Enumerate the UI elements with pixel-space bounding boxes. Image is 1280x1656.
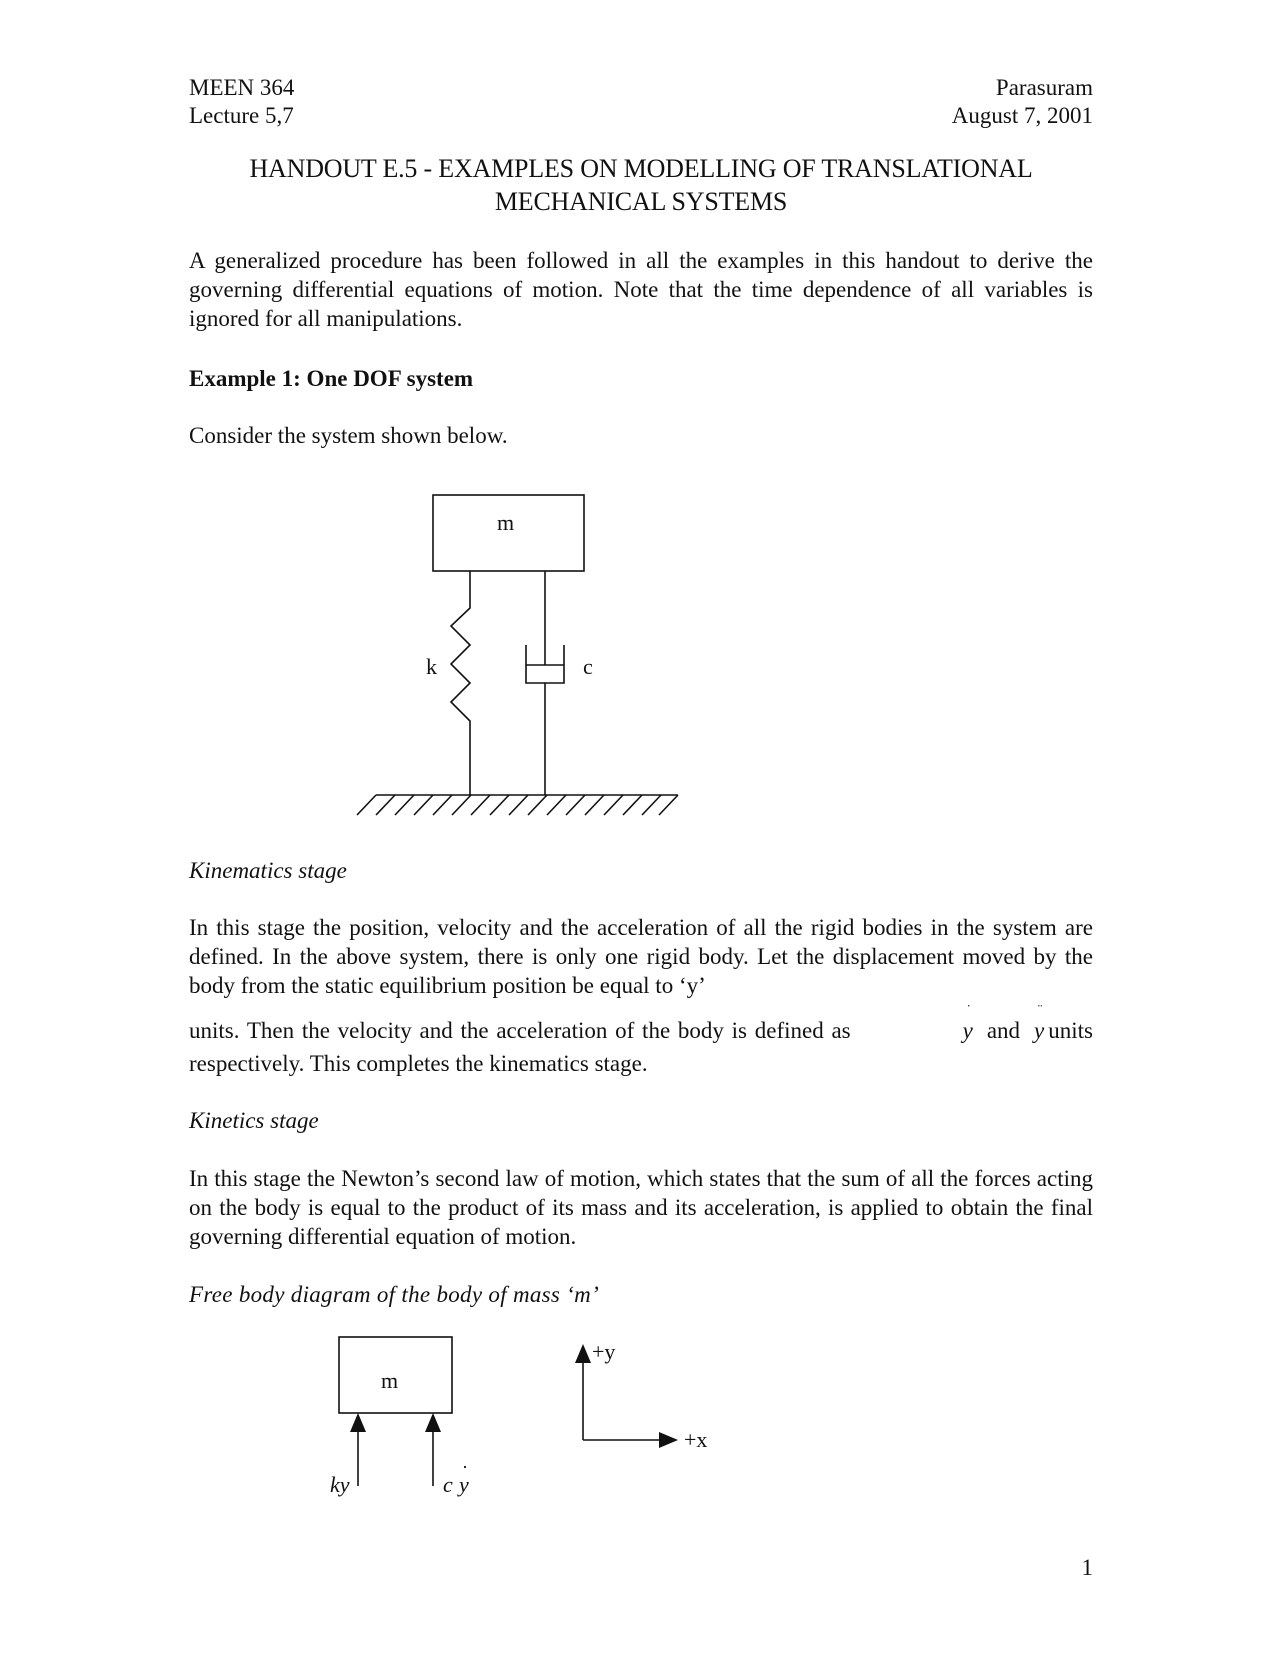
fbd-mass-block	[339, 1337, 452, 1413]
kinetics-heading: Kinetics stage	[189, 1108, 319, 1133]
fbd-mass-label: m	[381, 1368, 399, 1393]
kinematics-paragraph: In this stage the position, velocity and the acceleration of all the rigid bodies in the system are defined. In the above system, there is only one rigid body. Let the displacement moved by the body from the static equilibrium position be equal to ‘y’	[189, 915, 1093, 998]
y-axis-label: +y	[592, 1339, 616, 1364]
damper-icon	[526, 645, 564, 683]
y-arrowhead-icon	[575, 1344, 591, 1363]
author-name: Parasuram	[995, 75, 1093, 100]
header-right	[952, 74, 1093, 130]
kinematics-heading: Kinematics stage	[189, 858, 347, 883]
kinematics-line-velocity	[189, 1003, 1093, 1045]
damper-force-c-label: c	[443, 1472, 453, 1497]
header-left	[189, 74, 294, 130]
damper-label: c	[583, 654, 593, 679]
spring-force-label: ky	[330, 1472, 350, 1497]
consider-text: Consider the system shown below.	[189, 423, 508, 448]
handout-date: August 7, 2001	[951, 103, 1093, 128]
title-line-2: MECHANICAL SYSTEMS	[494, 187, 788, 216]
damper-force-y-label: y	[459, 1472, 469, 1497]
intro-paragraph: A generalized procedure has been followed in all the examples in this handout to derive the governing differential equations of motion. Note that the time dependence of all variables is ignored for all manipulations.	[189, 248, 1093, 331]
course-code: MEEN 364	[189, 75, 295, 100]
x-axis-label: +x	[684, 1427, 708, 1452]
x-arrowhead-icon	[659, 1432, 678, 1448]
velocity-dot-icon	[464, 1466, 466, 1468]
mass-block	[433, 495, 584, 571]
lecture-number: Lecture 5,7	[189, 103, 294, 128]
kinematics-conclusion: respectively. This completes the kinematics stage.	[189, 1051, 648, 1076]
mass-label: m	[497, 510, 515, 535]
kinetics-paragraph: In this stage the Newton’s second law of motion, which states that the sum of all the forces acting on the body is equal to the product of its mass and its acceleration, is applied to obtain the final governing differential equation of motion.	[189, 1166, 1093, 1249]
double-dot-icon: ¨	[1037, 1003, 1043, 1018]
page-number: 1	[1081, 1555, 1093, 1580]
example-heading: Example 1: One DOF system	[189, 366, 474, 391]
title-line-1: HANDOUT E.5 - EXAMPLES ON MODELLING OF TRANSLATIONAL	[249, 154, 1033, 183]
kinematics-line-text: units. Then the velocity and the acceleration of the body is defined as	[189, 1018, 851, 1043]
single-dot-icon: ˙	[966, 1003, 971, 1018]
arrowhead-icon	[425, 1413, 441, 1432]
acceleration-symbol: y ¨	[1034, 1003, 1045, 1043]
fbd-heading: Free body diagram of the body of mass ‘m’	[189, 1282, 600, 1307]
arrowhead-icon	[350, 1413, 366, 1432]
page-title	[189, 152, 1093, 218]
ground-hatch-icon	[357, 795, 678, 815]
spring-label: k	[426, 654, 437, 679]
spring-icon	[451, 571, 470, 795]
and-word: and	[986, 1018, 1021, 1043]
velocity-symbol: y ˙	[962, 1003, 973, 1043]
units-word: units	[1048, 1018, 1093, 1043]
